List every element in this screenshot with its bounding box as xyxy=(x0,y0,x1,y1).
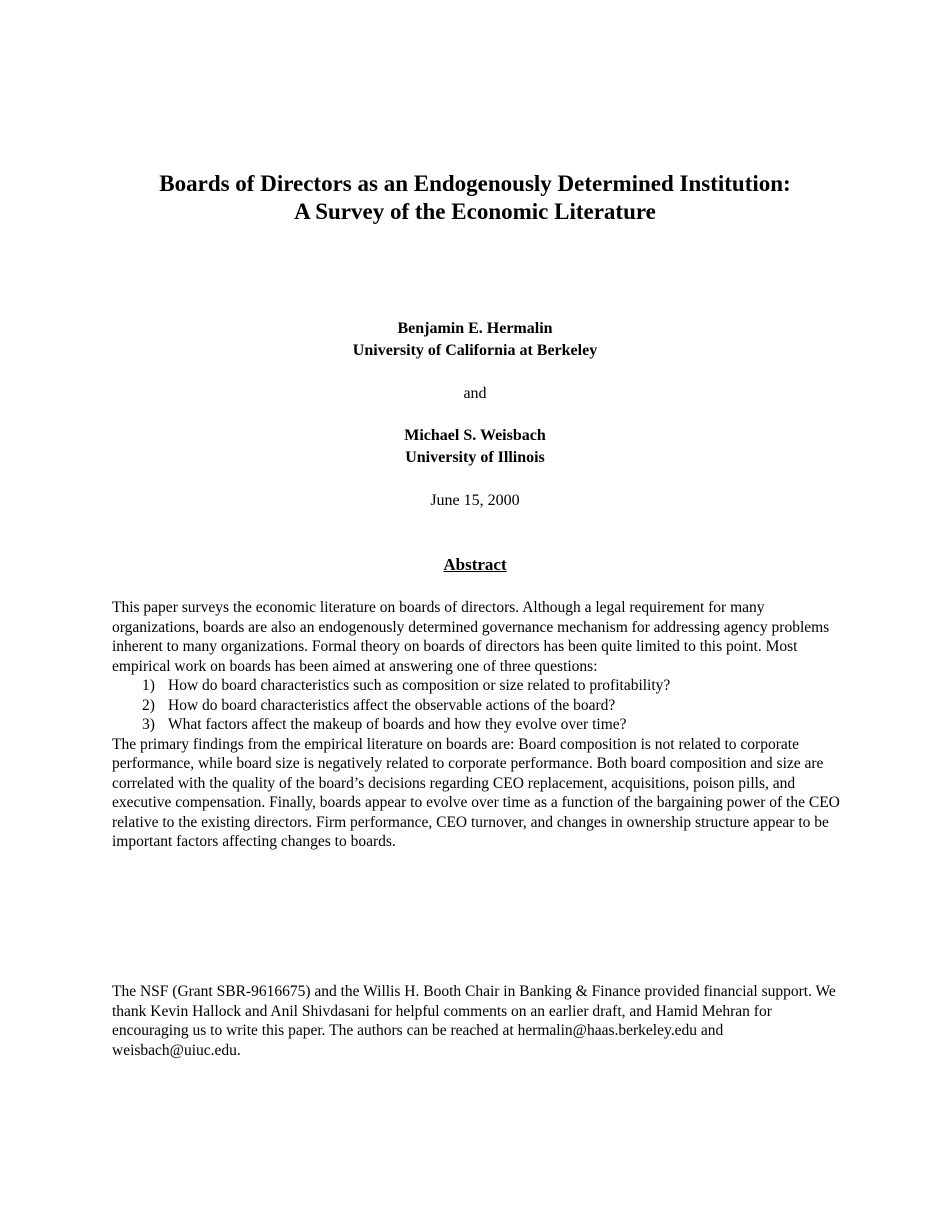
paper-date-text: June 15, 2000 xyxy=(430,492,520,509)
author-affiliation-1: University of California at Berkeley xyxy=(352,342,598,359)
author-block-1 xyxy=(0,318,950,362)
acknowledgement-footnote: The NSF (Grant SBR-9616675) and the Willis H. Booth Chair in Banking & Finance provided financial support. We thank Kevin Hallock and Anil Shivdasani for helpful comments on an earlier draft, and Hamid Mehran for encouraging us to write this paper. The authors can be reached at hermalin@haas.berkeley.edu and weisbach@uiuc.edu. xyxy=(112,983,836,1059)
author-block-2 xyxy=(0,425,950,469)
abstract-body xyxy=(112,598,842,852)
author-name-1: Benjamin E. Hermalin xyxy=(397,320,553,337)
author-name-2: Michael S. Weisbach xyxy=(404,427,546,444)
list-item-text: How do board characteristics affect the observable actions of the board? xyxy=(168,696,616,714)
research-questions-list xyxy=(112,676,842,735)
list-item-text: How do board characteristics such as composition or size related to profitability? xyxy=(168,677,671,694)
list-item-number: 3) xyxy=(142,716,155,733)
abstract-heading: Abstract xyxy=(443,555,507,574)
abstract-findings: The primary findings from the empirical literature on boards are: Board composition is not related to corporate performance, while board size is negatively related to corporate performance. Both board composition and size are correlated with the quality of the board’s decisions regarding CEO replacement, acquisitions, poison pills, and executive compensation. Finally, boards appear to evolve over time as a function of the bargaining power of the CEO relative to the existing directors. Firm performance, CEO turnover, and changes in ownership structure appear to be important factors affecting changes to boards. xyxy=(112,735,840,850)
author-conjunction xyxy=(0,383,950,405)
list-item-text: What factors affect the makeup of boards and how they evolve over time? xyxy=(168,716,627,733)
paper-date xyxy=(0,490,950,512)
list-item xyxy=(142,696,842,716)
paper-title-line-1: Boards of Directors as an Endogenously Determined Institution: xyxy=(159,171,791,196)
author-affiliation-2: University of Illinois xyxy=(405,449,545,466)
list-item-number: 1) xyxy=(142,677,155,694)
paper-title-line-2: A Survey of the Economic Literature xyxy=(294,199,656,224)
list-item xyxy=(142,715,842,735)
list-item xyxy=(142,676,842,696)
conjunction-text: and xyxy=(463,385,487,402)
paper-title xyxy=(0,170,950,226)
abstract-intro: This paper surveys the economic literature on boards of directors. Although a legal requirement for many organizations, boards are also an endogenously determined governance mechanism for addressing agency problems inherent to many organizations. Formal theory on boards of directors has been quite limited to this point. Most empirical work on boards has been aimed at answering one of three questions: xyxy=(112,599,830,675)
list-item-number: 2) xyxy=(142,696,155,714)
